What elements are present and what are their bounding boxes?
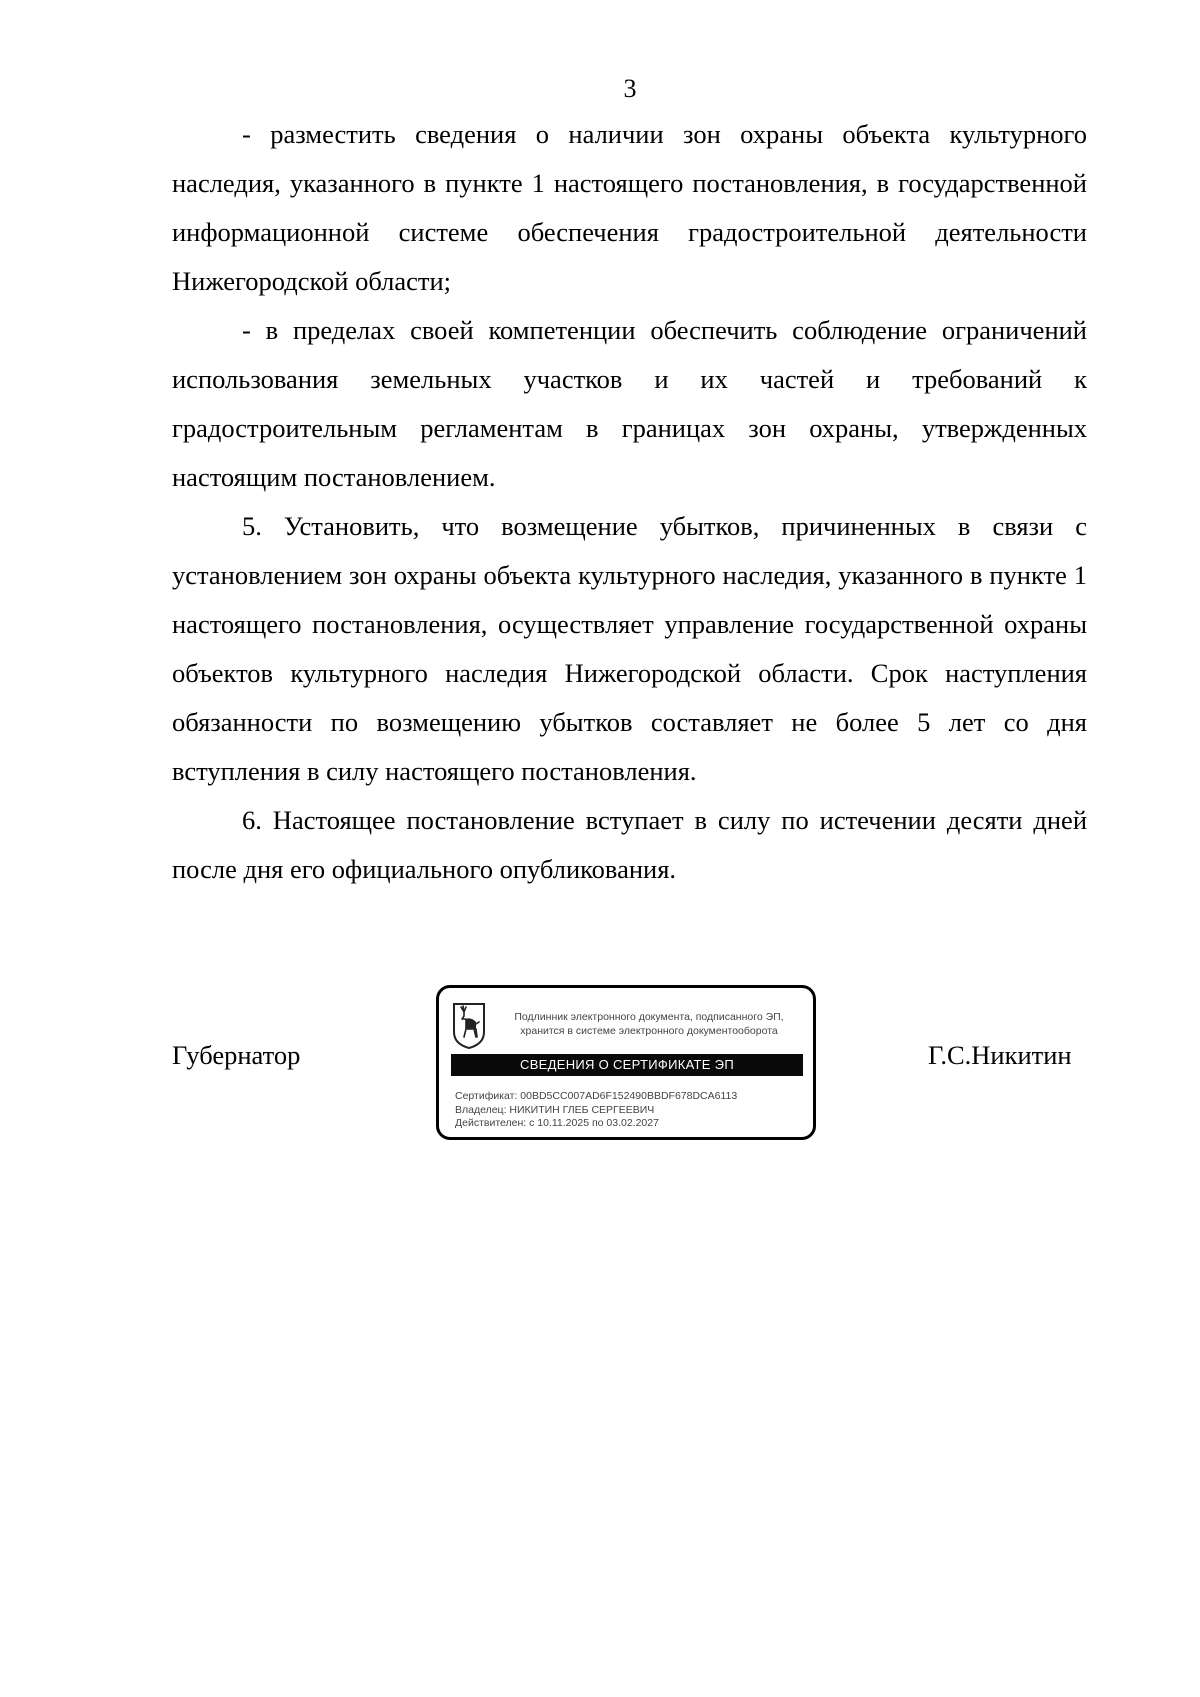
certificate-details bbox=[455, 1090, 737, 1131]
page-number: 3 bbox=[623, 74, 637, 103]
paragraph-publish-info: - разместить сведения о наличии зон охраны объекта культурного наследия, указанного в пункте 1 настоящего постановления, в государственной информационной системе обеспечения градостроительной деятельности Нижегородской области; bbox=[172, 119, 1087, 296]
paragraph-item-5: 5. Установить, что возмещение убытков, причиненных в связи с установлением зон охраны объекта культурного наследия, указанного в пункте 1 настоящего постановления, осуществляет управление государственной охраны объектов культурного наследия Нижегородской области. Срок наступления обязанности по возмещению убытков составляет не более 5 лет со дня вступления в силу настоящего постановления. bbox=[172, 511, 1087, 786]
stamp-caption-line: Подлинник электронного документа, подписанного ЭП, bbox=[514, 1011, 784, 1023]
stamp-caption-line: хранится в системе электронного документооборота bbox=[520, 1025, 778, 1037]
electronic-signature-stamp bbox=[436, 985, 816, 1140]
certificate-owner: Владелец: НИКИТИН ГЛЕБ СЕРГЕЕВИЧ bbox=[455, 1103, 655, 1116]
certificate-number: Сертификат: 00BD5CC007AD6F152490BBDF678DCA6113 bbox=[455, 1090, 738, 1102]
signer-title: Губернатор bbox=[172, 1040, 301, 1070]
paragraph-ensure-compliance: - в пределах своей компетенции обеспечить соблюдение ограничений использования земельных участков и их частей и требований к градостроительным регламентам в границах зон охраны, утвержденных настоящим постановлением. bbox=[172, 315, 1087, 492]
certificate-validity: Действителен: с 10.11.2025 по 03.02.2027 bbox=[455, 1117, 659, 1129]
deer-coat-of-arms-icon bbox=[452, 1002, 486, 1050]
signer-name: Г.С.Никитин bbox=[928, 1040, 1072, 1070]
stamp-caption bbox=[499, 1010, 799, 1038]
stamp-header: СВЕДЕНИЯ О СЕРТИФИКАТЕ ЭП bbox=[451, 1054, 803, 1076]
document-body bbox=[172, 110, 1087, 894]
paragraph-item-6: 6. Настоящее постановление вступает в силу по истечении десяти дней после дня его официального опубликования. bbox=[172, 805, 1087, 884]
